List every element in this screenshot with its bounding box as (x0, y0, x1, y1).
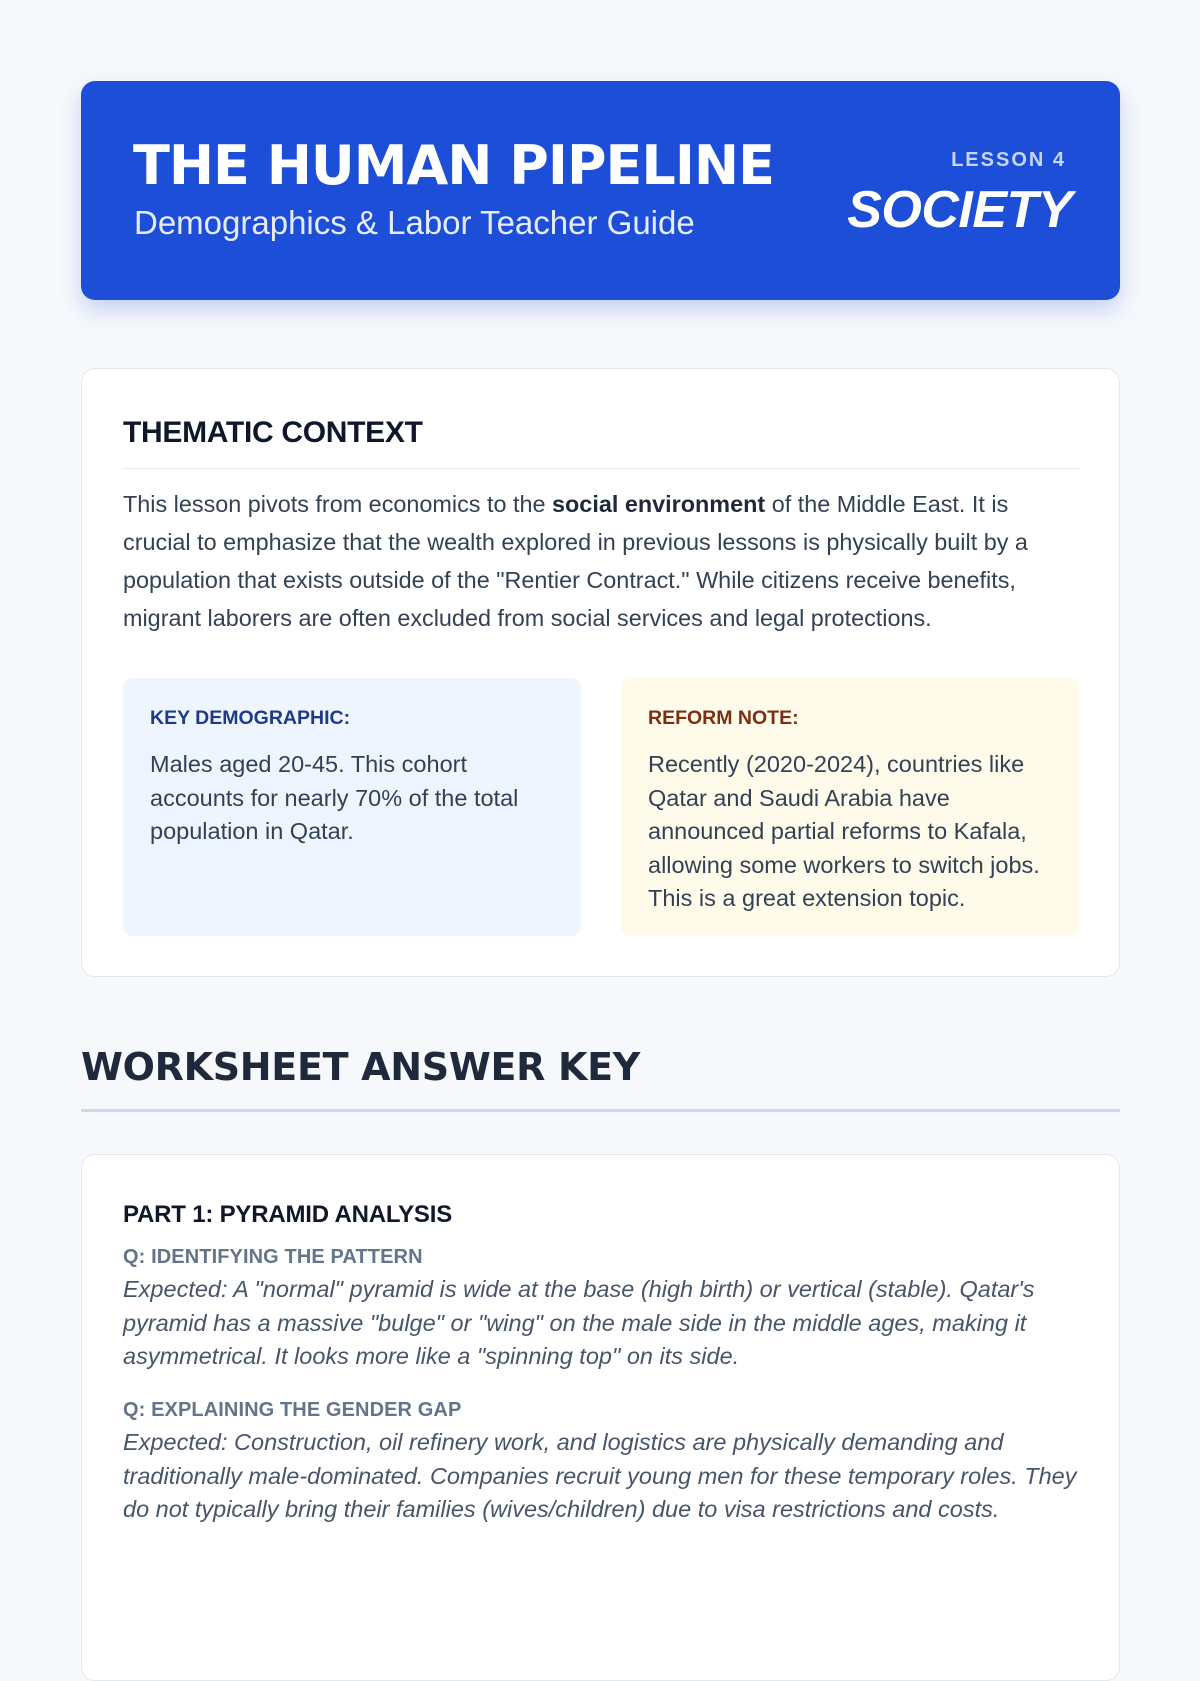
reform-note-callout (621, 678, 1079, 936)
header-banner (81, 81, 1120, 300)
answer-key-heading: WORKSHEET ANSWER KEY (81, 1045, 641, 1089)
thematic-context-heading: THEMATIC CONTEXT (123, 416, 423, 449)
question-block (123, 1243, 1083, 1374)
expected-answer: Expected: A "normal" pyramid is wide at the base (high birth) or vertical (stable). Qatar's pyramid has a massive "bulge" or "wing" on the male side in the middle ages, making it asymmetrical. It looks more like a "spinning top" on its side. (123, 1276, 1035, 1369)
expected-answer: Expected: Construction, oil refinery work, and logistics are physically demanding and traditionally male-dominated. Companies recruit young men for these temporary roles. They do not typically bring their families (wives/children) due to visa restrictions and costs. (123, 1429, 1077, 1522)
key-demographic-callout (123, 678, 581, 936)
reform-note-label: REFORM NOTE: (648, 707, 799, 729)
reform-note-text: Recently (2020-2024), countries like Qatar and Saudi Arabia have announced partial reforms to Kafala, allowing some workers to switch jobs. This is a great extension topic. (648, 751, 1040, 911)
divider (123, 468, 1079, 469)
section-divider (81, 1109, 1120, 1112)
context-text-start: This lesson pivots from economics to the (123, 491, 553, 517)
context-text-end: of the Middle East. It is crucial to emphasize that the wealth explored in previous lessons is physically built by a population that exists outside of the "Rentier Contract." While citizens receive benefits, migrant laborers are often excluded from social services and legal protections. (123, 491, 1028, 631)
question-block (123, 1396, 1083, 1527)
thematic-context-body (123, 485, 1081, 637)
teacher-guide-page (81, 81, 1120, 1522)
unit-name: SOCIETY (847, 181, 1072, 239)
question-label: Q: IDENTIFYING THE PATTERN (123, 1246, 423, 1268)
key-demographic-label: KEY DEMOGRAPHIC: (150, 707, 351, 729)
key-demographic-text: Males aged 20-45. This cohort accounts for nearly 70% of the total population in Qatar. (150, 751, 519, 844)
guide-subtitle: Demographics & Labor Teacher Guide (134, 204, 695, 241)
answer-key-card (81, 1154, 1120, 1681)
question-label: Q: EXPLAINING THE GENDER GAP (123, 1399, 462, 1421)
lesson-number: LESSON 4 (951, 149, 1066, 171)
guide-title: THE HUMAN PIPELINE (133, 134, 774, 197)
part-1-title: PART 1: PYRAMID ANALYSIS (123, 1201, 453, 1228)
context-text-emphasis: social environment (552, 491, 766, 517)
thematic-context-card (81, 368, 1120, 977)
